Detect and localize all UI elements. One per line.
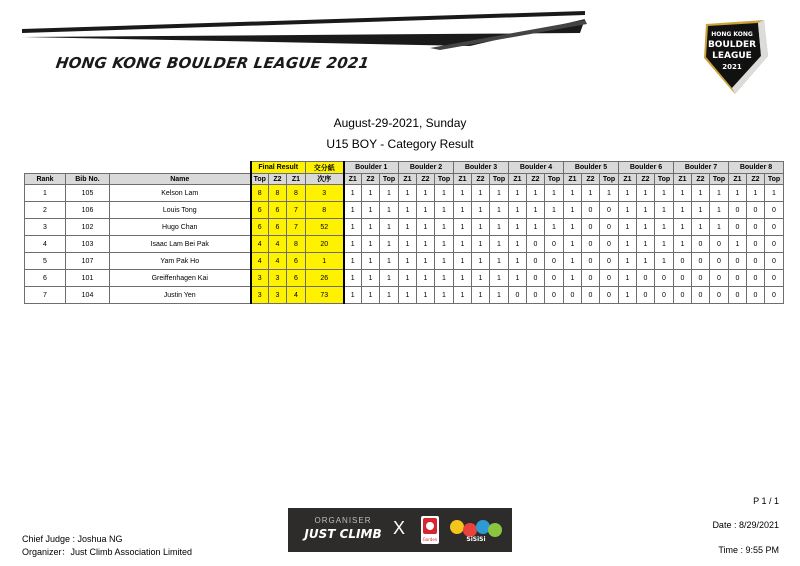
- order-cell: 3: [306, 185, 344, 202]
- boulder-1-top-cell: 1: [380, 236, 399, 253]
- boulder-5-top-cell: 0: [600, 219, 619, 236]
- boulder-6-top-cell: 0: [655, 270, 674, 287]
- boulder-3-z1-cell: 1: [454, 219, 472, 236]
- boulder-5-z1-cell: 1: [564, 185, 582, 202]
- boulder-4-z1-cell: 1: [509, 219, 527, 236]
- boulder-7-top-cell: 1: [710, 185, 729, 202]
- boulder-5-z2-cell: 1: [582, 185, 600, 202]
- logo-line2: BOULDER: [707, 40, 757, 50]
- boulder-2-z2-cell: 1: [417, 287, 435, 304]
- boulder-3-z2-cell: 1: [472, 185, 490, 202]
- col-bib-header: Bib No.: [66, 174, 110, 185]
- final-z1-cell: 6: [287, 253, 306, 270]
- boulder-8-z1-cell: 1: [729, 236, 747, 253]
- boulder-2-z2-cell: 1: [417, 270, 435, 287]
- boulder-1-top-header: Top: [380, 174, 399, 185]
- boulder-2-z1-cell: 1: [399, 287, 417, 304]
- table-group-header-row: [25, 162, 784, 174]
- boulder-8-z2-cell: 0: [747, 287, 765, 304]
- boulder-3-z1-cell: 1: [454, 236, 472, 253]
- boulder-4-z1-cell: 1: [509, 236, 527, 253]
- boulder-3-z1-header: Z1: [454, 174, 472, 185]
- boulder-7-top-header: Top: [710, 174, 729, 185]
- rank-cell: 3: [25, 219, 66, 236]
- boulder-8-top-header: Top: [765, 174, 784, 185]
- boulder-3-z2-header: Z2: [472, 174, 490, 185]
- boulder-8-top-cell: 0: [765, 202, 784, 219]
- boulder-4-z2-cell: 1: [527, 185, 545, 202]
- boulder-8-z2-cell: 1: [747, 185, 765, 202]
- boulder-5-z1-cell: 0: [564, 287, 582, 304]
- boulder-5-z1-cell: 1: [564, 202, 582, 219]
- boulder-3-top-cell: 1: [490, 185, 509, 202]
- final-top-cell: 3: [251, 270, 269, 287]
- boulder-2-z1-cell: 1: [399, 253, 417, 270]
- boulder-5-z1-header: Z1: [564, 174, 582, 185]
- boulder-5-top-cell: 0: [600, 236, 619, 253]
- boulder-8-top-cell: 0: [765, 270, 784, 287]
- garden-label: Garden: [422, 537, 438, 542]
- bib-cell: 101: [66, 270, 110, 287]
- table-row: [25, 270, 784, 287]
- final-z1-cell: 6: [287, 270, 306, 287]
- order-cell: 52: [306, 219, 344, 236]
- final-z2-cell: 8: [269, 185, 287, 202]
- boulder-4-top-cell: 0: [545, 270, 564, 287]
- boulder-8-z1-cell: 0: [729, 253, 747, 270]
- final-z1-cell: 8: [287, 236, 306, 253]
- boulder-3-top-cell: 1: [490, 219, 509, 236]
- boulder-1-top-cell: 1: [380, 253, 399, 270]
- boulder-8-top-cell: 0: [765, 287, 784, 304]
- footer-time: Time : 9:55 PM: [718, 545, 779, 555]
- table-row: [25, 236, 784, 253]
- boulder-7-top-cell: 0: [710, 236, 729, 253]
- boulder-1-z1-cell: 1: [344, 202, 362, 219]
- boulder-3-top-header: Top: [490, 174, 509, 185]
- bib-cell: 104: [66, 287, 110, 304]
- boulder-5-z2-header: Z2: [582, 174, 600, 185]
- bib-cell: 107: [66, 253, 110, 270]
- boulder-6-z2-cell: 1: [637, 236, 655, 253]
- boulder-1-z2-cell: 1: [362, 219, 380, 236]
- rank-cell: 5: [25, 253, 66, 270]
- boulder-3-z2-cell: 1: [472, 236, 490, 253]
- boulder-7-z2-cell: 0: [692, 236, 710, 253]
- name-cell: Yam Pak Ho: [110, 253, 251, 270]
- sisisi-logo-icon: [448, 517, 504, 543]
- boulder-2-z1-cell: 1: [399, 185, 417, 202]
- boulder-5-top-cell: 0: [600, 202, 619, 219]
- boulder-7-z1-cell: 0: [674, 287, 692, 304]
- boulder-1-header: Boulder 1: [344, 162, 399, 174]
- boulder-2-z1-cell: 1: [399, 236, 417, 253]
- boulder-6-z1-cell: 1: [619, 287, 637, 304]
- boulder-8-z2-cell: 0: [747, 219, 765, 236]
- boulder-4-top-cell: 1: [545, 202, 564, 219]
- boulder-8-z2-cell: 0: [747, 270, 765, 287]
- boulder-2-top-cell: 1: [435, 253, 454, 270]
- final-top-cell: 4: [251, 253, 269, 270]
- final-top-cell: 3: [251, 287, 269, 304]
- boulder-6-z1-cell: 1: [619, 270, 637, 287]
- boulder-2-z1-cell: 1: [399, 270, 417, 287]
- boulder-6-top-cell: 1: [655, 185, 674, 202]
- boulder-6-top-cell: 1: [655, 219, 674, 236]
- table-row: [25, 253, 784, 270]
- boulder-8-z2-header: Z2: [747, 174, 765, 185]
- boulder-3-z2-cell: 1: [472, 219, 490, 236]
- boulder-1-z1-cell: 1: [344, 270, 362, 287]
- col-order-header: 次序: [306, 174, 344, 185]
- boulder-2-top-cell: 1: [435, 185, 454, 202]
- boulder-2-top-cell: 1: [435, 202, 454, 219]
- final-z2-cell: 6: [269, 202, 287, 219]
- final-top-cell: 4: [251, 236, 269, 253]
- league-title: HONG KONG BOULDER LEAGUE 2021: [54, 54, 371, 72]
- final-top-cell: 8: [251, 185, 269, 202]
- boulder-3-top-cell: 1: [490, 253, 509, 270]
- boulder-2-z1-cell: 1: [399, 219, 417, 236]
- logo-line1: HONG KONG: [711, 31, 753, 38]
- boulder-5-top-cell: 0: [600, 253, 619, 270]
- boulder-7-z1-cell: 1: [674, 185, 692, 202]
- boulder-2-top-cell: 1: [435, 236, 454, 253]
- boulder-4-top-header: Top: [545, 174, 564, 185]
- boulder-1-z2-cell: 1: [362, 185, 380, 202]
- boulder-8-z1-cell: 0: [729, 202, 747, 219]
- boulder-4-z2-cell: 0: [527, 287, 545, 304]
- boulder-4-z2-cell: 1: [527, 219, 545, 236]
- header-swoosh-decoration: [0, 0, 600, 60]
- table-row: [25, 219, 784, 236]
- boulder-8-header: Boulder 8: [729, 162, 784, 174]
- boulder-7-z1-cell: 1: [674, 236, 692, 253]
- boulder-2-z2-cell: 1: [417, 236, 435, 253]
- table-row: [25, 202, 784, 219]
- boulder-3-z2-cell: 1: [472, 270, 490, 287]
- boulder-2-top-header: Top: [435, 174, 454, 185]
- final-z2-cell: 4: [269, 253, 287, 270]
- final-top-cell: 6: [251, 202, 269, 219]
- boulder-6-z2-cell: 1: [637, 253, 655, 270]
- boulder-3-z1-cell: 1: [454, 253, 472, 270]
- boulder-8-z2-cell: 0: [747, 253, 765, 270]
- boulder-2-z2-cell: 1: [417, 202, 435, 219]
- boulder-4-z1-cell: 1: [509, 270, 527, 287]
- boulder-1-z1-cell: 1: [344, 219, 362, 236]
- boulder-6-z1-cell: 1: [619, 202, 637, 219]
- table-row: [25, 185, 784, 202]
- boulder-7-top-cell: 1: [710, 219, 729, 236]
- boulder-7-header: Boulder 7: [674, 162, 729, 174]
- boulder-4-top-cell: 1: [545, 219, 564, 236]
- boulder-8-top-cell: 0: [765, 253, 784, 270]
- final-z2-cell: 6: [269, 219, 287, 236]
- boulder-7-z1-cell: 0: [674, 270, 692, 287]
- boulder-8-top-cell: 1: [765, 185, 784, 202]
- league-logo-icon: [698, 14, 772, 96]
- bib-cell: 106: [66, 202, 110, 219]
- boulder-1-top-cell: 1: [380, 185, 399, 202]
- boulder-8-z2-cell: 0: [747, 236, 765, 253]
- boulder-5-top-header: Top: [600, 174, 619, 185]
- boulder-5-top-cell: 0: [600, 287, 619, 304]
- boulder-1-z2-cell: 1: [362, 287, 380, 304]
- rank-cell: 1: [25, 185, 66, 202]
- order-cell: 8: [306, 202, 344, 219]
- table-row: [25, 287, 784, 304]
- boulder-5-z1-cell: 1: [564, 270, 582, 287]
- boulder-6-z2-cell: 1: [637, 202, 655, 219]
- organiser-x: X: [393, 518, 406, 538]
- final-z2-cell: 4: [269, 236, 287, 253]
- boulder-1-top-cell: 1: [380, 270, 399, 287]
- boulder-4-z1-cell: 0: [509, 287, 527, 304]
- boulder-5-z2-cell: 0: [582, 219, 600, 236]
- col-rank-header: Rank: [25, 174, 66, 185]
- table-column-header-row: [25, 174, 784, 185]
- boulder-5-z2-cell: 0: [582, 236, 600, 253]
- boulder-6-z2-cell: 0: [637, 287, 655, 304]
- boulder-4-z2-cell: 0: [527, 253, 545, 270]
- boulder-7-z2-cell: 1: [692, 219, 710, 236]
- boulder-7-top-cell: 0: [710, 253, 729, 270]
- final-result-header: Final Result: [251, 162, 306, 174]
- boulder-7-top-cell: 0: [710, 287, 729, 304]
- boulder-8-z1-cell: 0: [729, 270, 747, 287]
- boulder-4-z2-cell: 0: [527, 236, 545, 253]
- boulder-1-z1-cell: 1: [344, 253, 362, 270]
- boulder-2-z1-header: Z1: [399, 174, 417, 185]
- boulder-5-top-cell: 0: [600, 270, 619, 287]
- final-z2-cell: 3: [269, 287, 287, 304]
- boulder-8-top-cell: 0: [765, 219, 784, 236]
- boulder-4-top-cell: 0: [545, 236, 564, 253]
- boulder-8-z1-cell: 0: [729, 287, 747, 304]
- name-cell: Justin Yen: [110, 287, 251, 304]
- boulder-7-z1-cell: 1: [674, 219, 692, 236]
- boulder-8-z1-cell: 1: [729, 185, 747, 202]
- boulder-7-z1-cell: 0: [674, 253, 692, 270]
- boulder-7-z2-header: Z2: [692, 174, 710, 185]
- boulder-6-z1-cell: 1: [619, 219, 637, 236]
- col-name-header: Name: [110, 174, 251, 185]
- bib-cell: 105: [66, 185, 110, 202]
- boulder-3-top-cell: 1: [490, 287, 509, 304]
- boulder-6-z1-cell: 1: [619, 253, 637, 270]
- boulder-6-z1-cell: 1: [619, 236, 637, 253]
- boulder-6-top-cell: 1: [655, 236, 674, 253]
- boulder-3-z1-cell: 1: [454, 202, 472, 219]
- boulder-2-top-cell: 1: [435, 270, 454, 287]
- col-z2-header: Z2: [269, 174, 287, 185]
- boulder-2-top-cell: 1: [435, 287, 454, 304]
- boulder-8-z2-cell: 0: [747, 202, 765, 219]
- boulder-7-z1-header: Z1: [674, 174, 692, 185]
- organizer: Organizer：Just Climb Association Limited: [22, 547, 193, 557]
- bib-cell: 102: [66, 219, 110, 236]
- boulder-1-z1-cell: 1: [344, 236, 362, 253]
- boulder-3-top-cell: 1: [490, 236, 509, 253]
- boulder-8-z1-header: Z1: [729, 174, 747, 185]
- results-table: [24, 161, 784, 304]
- boulder-6-z2-cell: 1: [637, 219, 655, 236]
- name-cell: Greiffenhagen Kai: [110, 270, 251, 287]
- boulder-6-z2-cell: 0: [637, 270, 655, 287]
- organiser-banner: [288, 508, 512, 552]
- boulder-4-z1-cell: 1: [509, 253, 527, 270]
- page-number: P 1 / 1: [753, 496, 779, 506]
- boulder-4-z2-cell: 1: [527, 202, 545, 219]
- boulder-1-top-cell: 1: [380, 202, 399, 219]
- boulder-6-top-cell: 0: [655, 287, 674, 304]
- boulder-5-z2-cell: 0: [582, 202, 600, 219]
- final-z1-cell: 7: [287, 202, 306, 219]
- boulder-6-top-cell: 1: [655, 253, 674, 270]
- boulder-1-top-cell: 1: [380, 287, 399, 304]
- final-z1-cell: 8: [287, 185, 306, 202]
- boulder-1-top-cell: 1: [380, 219, 399, 236]
- order-cell: 20: [306, 236, 344, 253]
- col-z1-header: Z1: [287, 174, 306, 185]
- order-cell: 1: [306, 253, 344, 270]
- boulder-1-z1-header: Z1: [344, 174, 362, 185]
- final-top-cell: 6: [251, 219, 269, 236]
- chief-judge: Chief Judge : Joshua NG: [22, 534, 123, 544]
- boulder-8-top-cell: 0: [765, 236, 784, 253]
- name-cell: Isaac Lam Bei Pak: [110, 236, 251, 253]
- boulder-1-z2-cell: 1: [362, 202, 380, 219]
- boulder-6-top-cell: 1: [655, 202, 674, 219]
- boulder-4-top-cell: 1: [545, 185, 564, 202]
- document-category: U15 BOY - Category Result: [326, 137, 474, 151]
- boulder-3-z2-cell: 1: [472, 253, 490, 270]
- boulder-5-z2-cell: 0: [582, 287, 600, 304]
- footer-date: Date : 8/29/2021: [712, 520, 779, 530]
- boulder-7-top-cell: 1: [710, 202, 729, 219]
- boulder-3-z1-cell: 1: [454, 287, 472, 304]
- boulder-7-z2-cell: 1: [692, 185, 710, 202]
- boulder-1-z2-header: Z2: [362, 174, 380, 185]
- rank-cell: 7: [25, 287, 66, 304]
- boulder-6-z2-cell: 1: [637, 185, 655, 202]
- rank-cell: 2: [25, 202, 66, 219]
- blank-header: [25, 162, 251, 174]
- boulder-2-z2-cell: 1: [417, 253, 435, 270]
- boulder-4-top-cell: 0: [545, 287, 564, 304]
- boulder-6-z1-header: Z1: [619, 174, 637, 185]
- boulder-7-z2-cell: 0: [692, 270, 710, 287]
- order-cell: 73: [306, 287, 344, 304]
- col-top-header: Top: [251, 174, 269, 185]
- boulder-8-z1-cell: 0: [729, 219, 747, 236]
- final-z1-cell: 7: [287, 219, 306, 236]
- boulder-7-z2-cell: 0: [692, 287, 710, 304]
- boulder-1-z2-cell: 1: [362, 236, 380, 253]
- boulder-5-z1-cell: 1: [564, 253, 582, 270]
- boulder-1-z1-cell: 1: [344, 185, 362, 202]
- boulder-6-z1-cell: 1: [619, 185, 637, 202]
- rank-cell: 4: [25, 236, 66, 253]
- boulder-5-top-cell: 1: [600, 185, 619, 202]
- boulder-5-z2-cell: 0: [582, 253, 600, 270]
- organiser-name: JUST CLIMB: [304, 527, 382, 541]
- order-cell: 26: [306, 270, 344, 287]
- boulder-3-top-cell: 1: [490, 202, 509, 219]
- boulder-2-z1-cell: 1: [399, 202, 417, 219]
- boulder-2-header: Boulder 2: [399, 162, 454, 174]
- boulder-4-z2-cell: 0: [527, 270, 545, 287]
- boulder-4-top-cell: 0: [545, 253, 564, 270]
- boulder-3-z2-cell: 1: [472, 287, 490, 304]
- boulder-7-z1-cell: 1: [674, 202, 692, 219]
- final-z1-cell: 4: [287, 287, 306, 304]
- boulder-1-z2-cell: 1: [362, 270, 380, 287]
- boulder-3-z2-cell: 1: [472, 202, 490, 219]
- boulder-4-z1-cell: 1: [509, 202, 527, 219]
- boulder-3-top-cell: 1: [490, 270, 509, 287]
- boulder-5-z2-cell: 0: [582, 270, 600, 287]
- boulder-6-z2-header: Z2: [637, 174, 655, 185]
- organiser-label: ORGANISER: [314, 516, 372, 525]
- garden-logo-icon: [421, 516, 439, 544]
- boulder-5-z1-cell: 1: [564, 219, 582, 236]
- rank-cell: 6: [25, 270, 66, 287]
- boulder-2-z2-header: Z2: [417, 174, 435, 185]
- name-cell: Kelson Lam: [110, 185, 251, 202]
- bib-cell: 103: [66, 236, 110, 253]
- boulder-7-z2-cell: 1: [692, 202, 710, 219]
- boulder-5-z1-cell: 1: [564, 236, 582, 253]
- boulder-7-top-cell: 0: [710, 270, 729, 287]
- boulder-3-header: Boulder 3: [454, 162, 509, 174]
- sisisi-label: SiSiSi: [466, 536, 486, 543]
- boulder-5-header: Boulder 5: [564, 162, 619, 174]
- boulder-3-z1-cell: 1: [454, 270, 472, 287]
- document-date: August-29-2021, Sunday: [333, 116, 467, 130]
- name-cell: Louis Tong: [110, 202, 251, 219]
- boulder-4-z1-header: Z1: [509, 174, 527, 185]
- final-z2-cell: 3: [269, 270, 287, 287]
- logo-line3: LEAGUE: [712, 51, 752, 61]
- boulder-2-z2-cell: 1: [417, 185, 435, 202]
- boulder-4-z2-header: Z2: [527, 174, 545, 185]
- boulder-2-top-cell: 1: [435, 219, 454, 236]
- boulder-3-z1-cell: 1: [454, 185, 472, 202]
- boulder-1-z2-cell: 1: [362, 253, 380, 270]
- boulder-2-z2-cell: 1: [417, 219, 435, 236]
- name-cell: Hugo Chan: [110, 219, 251, 236]
- boulder-6-top-header: Top: [655, 174, 674, 185]
- boulder-1-z1-cell: 1: [344, 287, 362, 304]
- boulder-4-z1-cell: 1: [509, 185, 527, 202]
- boulder-6-header: Boulder 6: [619, 162, 674, 174]
- boulder-7-z2-cell: 0: [692, 253, 710, 270]
- logo-year: 2021: [722, 63, 742, 71]
- boulder-4-header: Boulder 4: [509, 162, 564, 174]
- tiebreak-header: 交分紙: [306, 162, 344, 174]
